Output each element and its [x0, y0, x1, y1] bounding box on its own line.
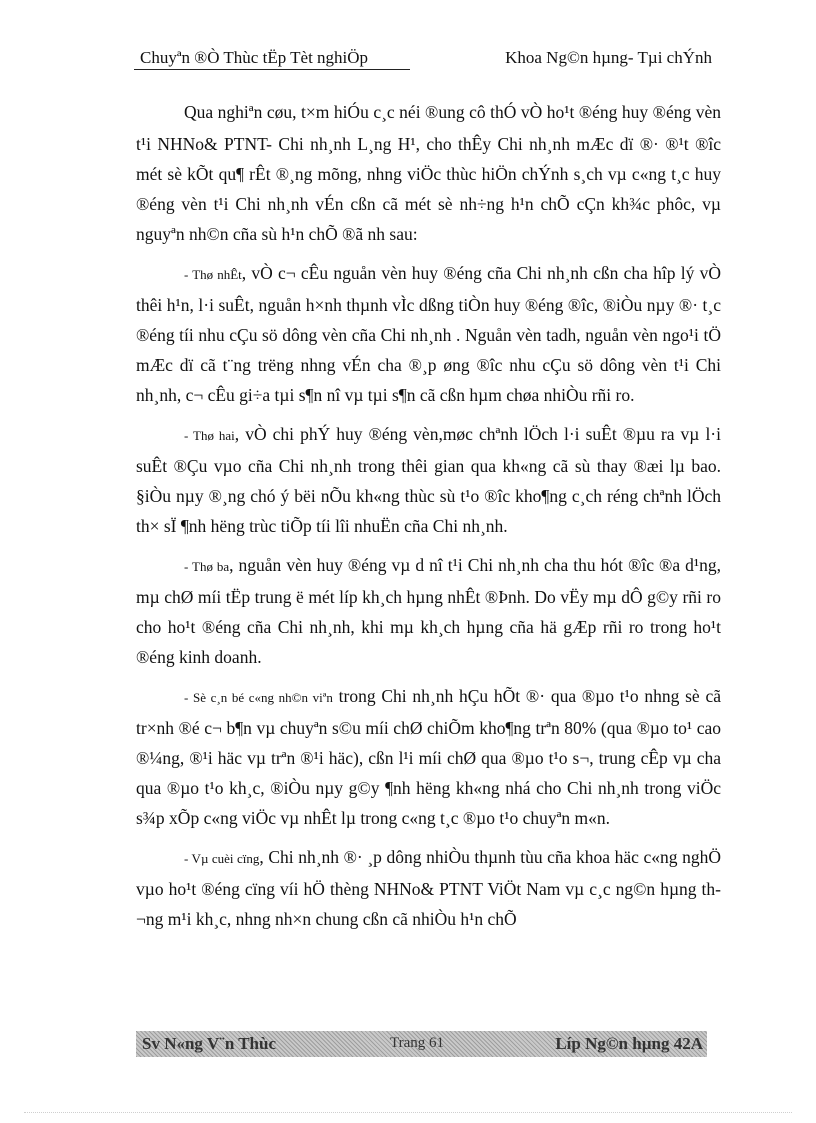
body-text: [136, 97, 721, 943]
paragraph-lead: - Thø nhÊt: [184, 267, 242, 282]
paragraph-lead: - Vµ cuèi cïng: [184, 851, 260, 866]
thesis-title: Chuyªn ®Ò Thùc tËp Tèt nghiÖp: [134, 48, 410, 70]
class-name: Líp Ng©n hµng 42A: [555, 1034, 703, 1053]
student-name: Sv N«ng V¨n Thùc: [142, 1034, 277, 1053]
paragraph-text: , Chi nh¸nh ®· ¸p dông nhiÒu thµnh tùu cña khoa häc c«ng nghÖ vµo ho¹t ®éng cïng víi hÖ thèng NHNo& PTNT ViÖt Nam vµ c¸c ng©n hµng th¬ng m¹i kh¸c, nhng nh×n chung cßn cã nhiÒu h¹n chÕ: [136, 847, 721, 929]
page-number: Trang 61: [390, 1035, 445, 1051]
paragraph-second: [136, 419, 721, 541]
page-footer: [136, 1031, 707, 1057]
paragraph-text: Qua nghiªn cøu, t×m hiÓu c¸c néi ®ung cô thÓ vÒ ho¹t ®éng huy ®éng vèn t¹i NHNo& PTNT- Chi nh¸nh L¸ng H¹, cho thÊy Chi nh¸nh mÆc dï ®· ®¹t ®îc mét sè kÕt qu¶ rÊt ®¸ng mõng, nhng viÖc thùc hiÖn chÝnh s¸ch vµ c«ng t¸c huy ®éng vèn t¹i Chi nh¸nh vÉn cßn cã mét sè nh÷ng h¹n chÕ cÇn kh¾c phôc, vµ nguyªn nh©n cña sù h¹n chÕ ®ã nh sau:: [136, 102, 721, 244]
page-header: [134, 48, 712, 74]
paragraph-staff: [136, 681, 721, 833]
paragraph-last: [136, 842, 721, 934]
faculty-name: Khoa Ng©n hµng- Tµi chÝnh: [505, 48, 712, 67]
paragraph-lead: - Sè c¸n bé c«ng nh©n viªn: [184, 690, 333, 705]
page-edge-divider: [24, 1112, 792, 1113]
paragraph-text: , vÒ c¬ cÊu nguån vèn huy ®éng cña Chi nh¸nh cßn cha hîp lý vÒ thêi h¹n, l·i suÊt, nguån h×nh thµnh vÌc dßng tiÒn huy ®éng ®îc, ®iÒu nµy ®· t¸c ®éng tíi nhu cÇu sö dông vèn cña Chi nh¸nh . Nguån vèn tadh, nguån vèn ngo¹i tÖ mÆc dï cã t¨ng trëng nhng vÉn cha ®¸p øng ®îc nhu cÇu sö dông vèn t¹i Chi nh¸nh, c¬ cÊu gi÷a tµi s¶n nî vµ tµi s¶n cã cßn hµm chøa nhiÒu rñi ro.: [136, 263, 721, 405]
paragraph-third: [136, 550, 721, 672]
paragraph-text: trong Chi nh¸nh hÇu hÕt ®· qua ®µo t¹o nhng sè cã tr×nh ®é c¬ b¶n vµ chuyªn s©u míi chØ chiÕm kho¶ng trªn 80% (qua ®µo to¹ cao ®¼ng, ®¹i häc vµ trªn ®¹i häc), cßn l¹i míi chØ qua ®µo t¹o s¬, trung cÊp vµ cha qua ®µo t¹o kh¸c, ®iÒu nµy g©y ¶nh hëng kh«ng nhá cho Chi nh¸nh trong viÖc s¾p xÕp c«ng viÖc vµ nhÊt lµ trong c«ng t¸c ®µo t¹o chuyªn m«n.: [136, 686, 721, 828]
paragraph-text: , vÒ chi phÝ huy ®éng vèn,møc chªnh lÖch l·i suÊt ®µu ra vµ l·i suÊt ®Çu vµo cña Chi nh¸nh trong thêi gian qua kh«ng cã sù thay ®æi lµ bao. §iÒu nµy ®¸ng chó ý bëi nÕu kh«ng thùc sù t¹o ®îc kho¶ng c¸ch réng chªnh lÖch th× sÏ ¶nh hëng trùc tiÕp tíi lîi nhuËn cña Chi nh¸nh.: [136, 424, 721, 536]
paragraph-lead: - Thø ba: [184, 559, 230, 574]
paragraph-text: , nguån vèn huy ®éng vµ d nî t¹i Chi nh¸nh cha thu hót ®îc ®a d¹ng, mµ chØ míi tËp trung ë mét líp kh¸ch hµng nhÊt ®Þnh. Do vËy mµ dÔ g©y rñi ro cho ho¹t ®éng cña Chi nh¸nh, khi mµ kh¸ch hµng cña hä gÆp rñi ro trong ho¹t ®éng kinh doanh.: [136, 555, 721, 667]
paragraph-first: [136, 258, 721, 410]
paragraph-lead: - Thø hai: [184, 428, 235, 443]
paragraph-intro: [136, 97, 721, 249]
